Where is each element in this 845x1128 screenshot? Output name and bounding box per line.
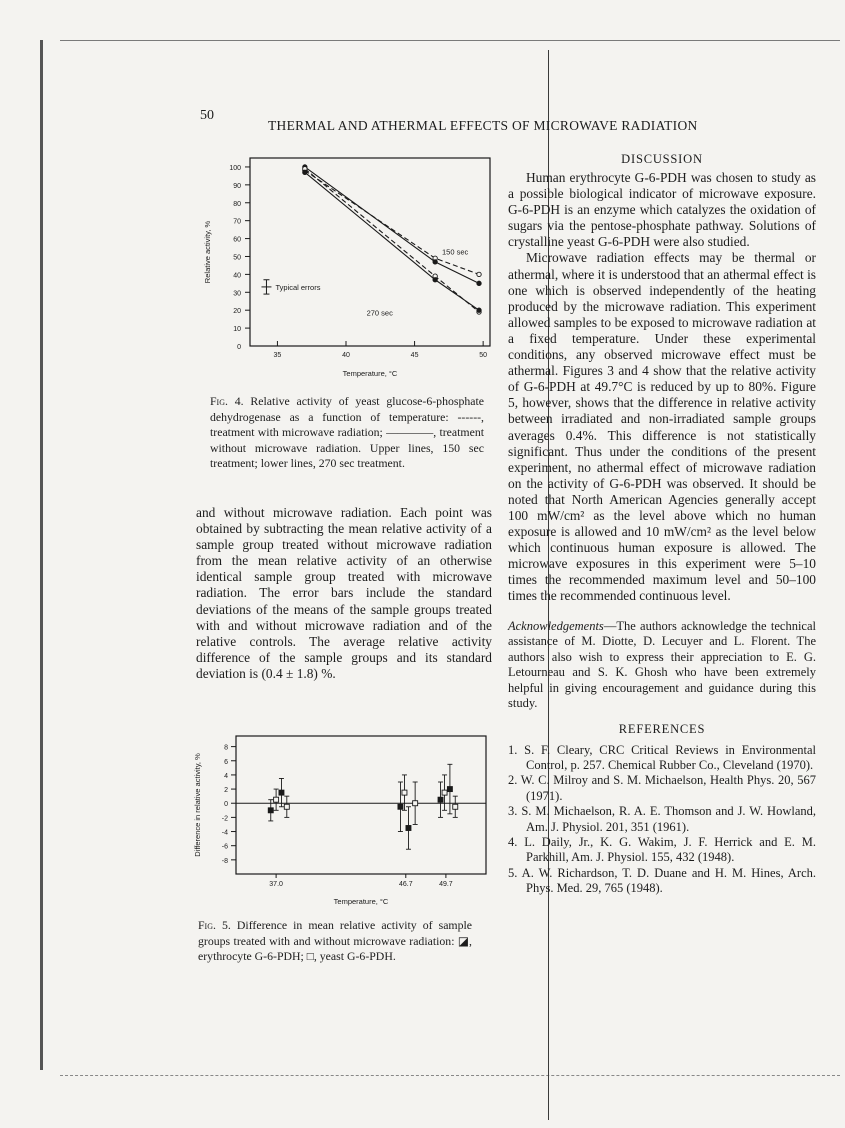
- x-axis-label: Temperature, °C: [342, 369, 398, 378]
- y-tick-label: 20: [233, 308, 241, 316]
- y-tick-label: 0: [237, 344, 241, 351]
- y-tick-label: 6: [224, 758, 228, 766]
- y-axis-label: Difference in relative activity, %: [193, 753, 202, 857]
- data-point: [433, 278, 437, 282]
- plot-frame: [236, 736, 486, 874]
- x-tick-label: 40: [342, 352, 350, 359]
- data-marker: [274, 797, 279, 802]
- y-tick-label: 70: [233, 218, 241, 226]
- references-list: [508, 743, 816, 897]
- data-marker: [453, 804, 458, 809]
- y-tick-label: 40: [233, 272, 241, 280]
- figure-4-caption-label: Fig. 4.: [210, 394, 244, 408]
- series-line: [305, 167, 479, 283]
- data-marker: [438, 797, 443, 802]
- x-tick-label: 35: [273, 352, 282, 359]
- y-axis-label: Relative activity, %: [203, 220, 212, 284]
- figure-4-caption: [210, 394, 484, 472]
- figure-5-caption: [198, 918, 472, 965]
- figure-5-caption-text: Difference in mean relative activity of sample groups treated with and without microwave radiation: ◪, erythrocyte G-6-PDH; □, yeast G-6-PDH.: [198, 918, 473, 963]
- figure-5-caption-label: Fig. 5.: [198, 918, 231, 932]
- data-marker: [279, 790, 284, 795]
- y-tick-label: 90: [233, 182, 241, 190]
- data-marker: [284, 804, 289, 809]
- x-tick-label: 45: [410, 352, 419, 359]
- acknowledgements: [508, 619, 816, 712]
- reference-item: 1. S. F. Cleary, CRC Critical Reviews in Environmental Control, p. 257. Chemical Rubber Co., Cleveland (1970).: [508, 742, 816, 772]
- reference-item: 4. L. Daily, Jr., K. G. Wakim, J. F. Herrick and E. M. Parkhill, Am. J. Physiol. 155, 432 (1948).: [508, 834, 816, 865]
- x-axis-label: Temperature, °C: [333, 897, 389, 906]
- discussion-heading: DISCUSSION: [621, 152, 703, 166]
- y-tick-label: -6: [221, 843, 228, 851]
- series-label-150: 150 sec: [442, 247, 469, 257]
- y-tick-label: -4: [221, 829, 228, 837]
- page-number: 50: [200, 108, 214, 123]
- left-column-text: [196, 505, 492, 682]
- figure-5-chart: [186, 728, 496, 914]
- y-tick-label: -8: [221, 857, 228, 865]
- data-marker: [413, 801, 418, 806]
- y-tick-label: 60: [233, 236, 241, 244]
- figure-4-caption-text: Relative activity of yeast glucose-6-phosphate dehydrogenase as a function of temperature: ------, treatment with microwave radiation; ————, treatment without microwave radiation. Upper lines, 150 sec treatment; lower lines, 270 sec treatment.: [210, 394, 485, 470]
- y-tick-label: 2: [224, 787, 228, 795]
- discussion-paragraph-1: Human erythrocyte G-6-PDH was chosen to study as a possible biological indicator of microwave exposure. G-6-PDH is an enzyme which catalyzes the oxidation of sugars via the pentose-phosphate pathway. Solutions of crystalline yeast G-6-PDH were also studied.: [508, 170, 816, 250]
- reference-item: 2. W. C. Milroy and S. M. Michaelson, Health Phys. 20, 567 (1971).: [508, 773, 816, 803]
- y-tick-label: 80: [233, 200, 241, 208]
- data-point: [433, 260, 437, 264]
- data-point: [303, 170, 307, 174]
- data-marker: [447, 787, 452, 792]
- discussion-body: [508, 170, 816, 605]
- figure-4-chart: [196, 148, 496, 388]
- y-tick-label: -2: [221, 815, 228, 823]
- x-tick-label: 49.7: [439, 881, 453, 888]
- y-tick-label: 50: [233, 254, 241, 262]
- y-tick-label: 30: [233, 290, 241, 298]
- acknowledgements-text: —The authors acknowledge the technical assistance of M. Diotte, D. Lecuyer and L. Florent. The authors also wish to express their appreciation to E. G. Letourneau and S. K. Ghosh who have been extremely helpful in giving encouragement and guidance during this study.: [508, 618, 816, 711]
- reference-item: 3. S. M. Michaelson, R. A. E. Thomson and J. W. Howland, Am. J. Physiol. 201, 351 (1961).: [508, 804, 816, 834]
- reference-item: 5. A. W. Richardson, T. D. Duane and H. M. Hines, Arch. Phys. Med. 29, 765 (1948).: [508, 865, 816, 896]
- y-tick-label: 8: [224, 744, 228, 752]
- y-tick-label: 4: [224, 772, 228, 780]
- page-edge-left: [40, 40, 43, 1070]
- typical-errors-label: Typical errors: [275, 282, 321, 292]
- data-marker: [402, 790, 407, 795]
- data-point: [477, 272, 481, 276]
- x-tick-label: 37.0: [269, 881, 283, 888]
- right-column: [508, 152, 816, 897]
- data-marker: [406, 826, 411, 831]
- discussion-paragraph-2: Microwave radiation effects may be thermal or athermal, where it is understood that an athermal effect is one which is observed independently of the heating produced by the microwave radiation. This experiment allowed samples to be exposed to microwave radiation at a fixed temperature. Under these experimental conditions, any observed microwave effect must be athermal. Figures 3 and 4 show that the relative activity of G-6-PDH at 49.7°C is reduced by up to 80%. Figure 5, however, shows that the difference in relative activity between irradiated and non-irradiated sample groups averages 0.4%. This difference is not statistically significant. Thus under the conditions of the present experiment, no athermal effect of microwave radiation on the activity of G-6-PDH was observed. It should be noted that North American Agencies generally accept 100 mW/cm² as the level above which no human exposure is allowed and 10 mW/cm² as the level below which continuous human exposure is allowed. The microwave exposures in this experiment were 5–10 times the recommended maximum level and 50–100 times the recommended continuous level.: [508, 250, 816, 604]
- page-edge-top: [60, 40, 840, 41]
- data-marker: [442, 790, 447, 795]
- references-heading: REFERENCES: [618, 721, 706, 736]
- y-tick-label: 100: [229, 164, 241, 172]
- x-tick-label: 46.7: [398, 881, 413, 888]
- page-edge-bottom: [60, 1075, 840, 1076]
- series-line: [305, 169, 479, 312]
- data-marker: [398, 804, 403, 809]
- y-tick-label: 0: [224, 801, 228, 809]
- acknowledgements-label: Acknowledgements: [508, 618, 604, 633]
- series-label-270: 270 sec: [366, 308, 393, 318]
- data-point: [477, 281, 481, 285]
- y-tick-label: 10: [233, 326, 241, 334]
- left-paragraph: and without microwave radiation. Each point was obtained by subtracting the mean relative activity of a sample group treated without microwave radiation from the mean relative activity of an otherwise identical sample group treated with microwave radiation. The error bars include the standard deviations of the means of the sample groups treated with and without microwave radiation and of the relative controls. The average relative activity difference of the sample groups and its standard deviation is (0.4 ± 1.8) %.: [196, 505, 492, 681]
- running-title: THERMAL AND ATHERMAL EFFECTS OF MICROWAVE RADIATION: [268, 118, 698, 133]
- x-tick-label: 50: [479, 352, 488, 359]
- data-point: [477, 308, 481, 312]
- data-marker: [268, 808, 273, 813]
